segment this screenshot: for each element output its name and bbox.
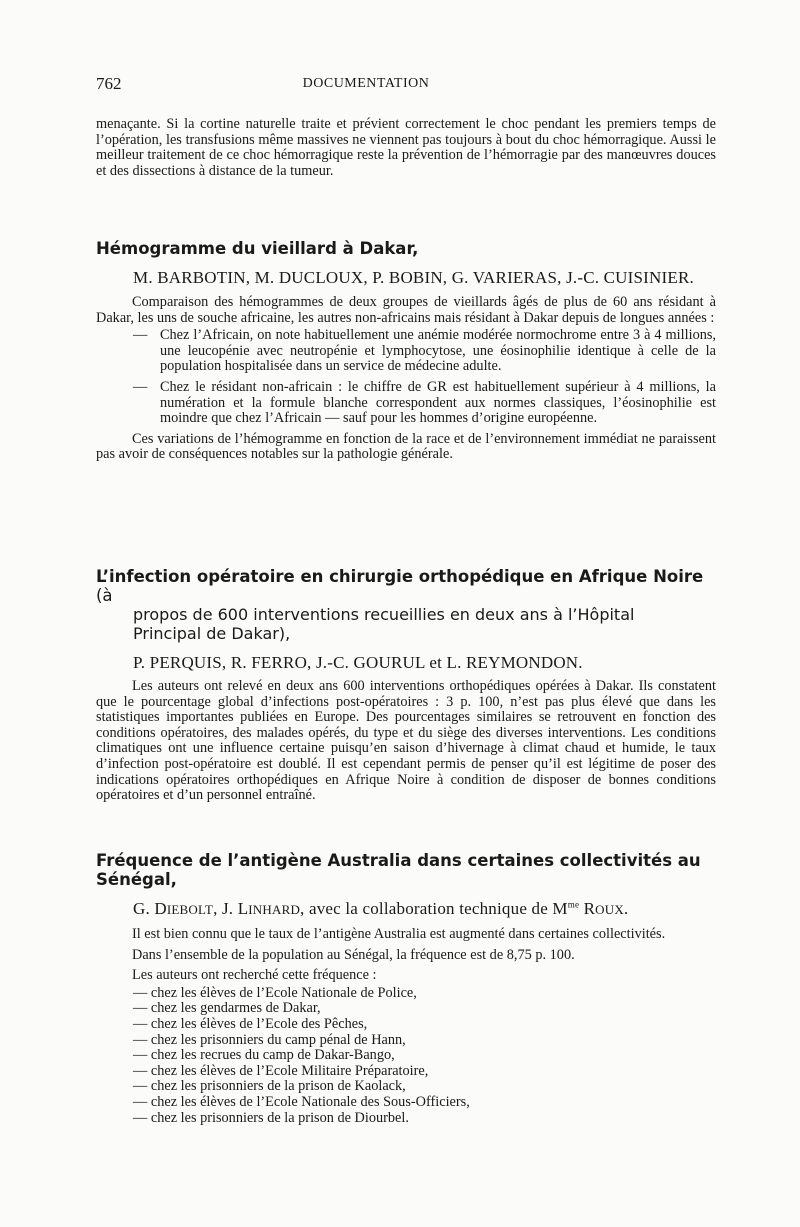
dash-item-text: Chez le résidant non-africain : le chiffre de GR est habituellement supérieur à 4 millions, la numération et la formule blanche correspondent aux normes classiques, l’éosinophilie est moindre que chez l’Africain — sauf pour les hommes d’origine européenne. <box>160 378 716 427</box>
dash-list-item <box>96 328 716 375</box>
running-title: DOCUMENTATION <box>302 76 430 91</box>
article-title-cont: (à <box>96 586 113 605</box>
article-title-line: propos de 600 interventions recueillies en deux ans à l’Hôpital <box>133 605 635 624</box>
article-infection <box>96 567 716 804</box>
running-header <box>96 74 716 96</box>
page-number: 762 <box>96 74 122 93</box>
article-title: Fréquence de l’antigène Australia dans certaines collectivités au Sénégal, <box>96 851 701 889</box>
article-paragraph: Comparaison des hémogrammes de deux groupes de vieillards âgés de plus de 60 ans résidant à Dakar, les uns de souche africaine, les autres non-africains mais résidant à Dakar depuis de longues années : <box>96 294 716 326</box>
article-authors: M. BARBOTIN, M. DUCLOUX, P. BOBIN, G. VARIERAS, J.-C. CUISINIER. <box>133 268 694 287</box>
list-item: — chez les prisonniers du camp pénal de Hann, <box>133 1031 406 1048</box>
article-paragraph: Ces variations de l’hémogramme en fonction de la race et de l’environnement immédiat ne paraissent pas avoir de conséquences notables sur la pathologie générale. <box>96 430 716 463</box>
list-item: — chez les élèves de l’Ecole Militaire Préparatoire, <box>133 1062 429 1079</box>
list-item: — chez les recrues du camp de Dakar-Bango, <box>133 1047 395 1064</box>
dash-marker: — <box>133 327 148 344</box>
article-paragraph: Les auteurs ont recherché cette fréquence : <box>132 967 377 984</box>
article-hemogramme <box>96 239 716 463</box>
collectivites-list <box>96 986 716 1126</box>
list-item: — chez les élèves de l’Ecole des Pêches, <box>133 1015 368 1032</box>
list-item: — chez les prisonniers de la prison de Kaolack, <box>133 1078 406 1095</box>
list-item: — chez les prisonniers de la prison de Diourbel. <box>133 1109 409 1126</box>
dash-item-text: Chez l’Africain, on note habituellement une anémie modérée normochrome entre 3 à 4 millions, une leucopénie avec neutropénie et lymphocytose, une éosinophilie identique à celle de la population hospitalisée dans un service de médecine adulte. <box>160 327 716 375</box>
article-paragraph: Les auteurs ont relevé en deux ans 600 interventions orthopédiques opérées à Dakar. Ils constatent que le pourcentage global d’infections post-opératoires : 3 p. 100, n’est pas plus élevé que dans les statistiques importantes publiées en Europe. Des pourcentages similaires se retrouvent en fonction des conditions opératoires, des malades opérés, du type et du siège des diverses interventions. Les conditions climatiques ont une influence certaine puisqu’en saison d’hivernage à climat chaud et humide, le taux d’infection post-opératoire est doublé. Il est cependant permis de penser qu’il est légitime de poser des indications opératoires orthopédiques en Afrique Noire à condition de disposer de bonnes conditions opératoires et d’un personnel entraîné. <box>96 678 716 804</box>
article-title: Hémogramme du vieillard à Dakar, <box>96 239 419 258</box>
list-item: — chez les gendarmes de Dakar, <box>133 1000 321 1017</box>
list-item: — chez les élèves de l’Ecole Nationale des Sous-Officiers, <box>133 1093 470 1110</box>
intro-section <box>96 117 716 179</box>
article-title-bold: L’infection opératoire en chirurgie orthopédique en Afrique Noire <box>96 567 704 586</box>
dash-list-item <box>96 380 716 427</box>
dash-marker: — <box>133 378 148 395</box>
article-title-line: Principal de Dakar), <box>133 624 291 643</box>
intro-paragraph: menaçante. Si la cortine naturelle traite et prévient correctement le choc pendant les premiers temps de l’opération, les transfusions même massives ne viennent pas toujours à bout du choc hémorragique. Aussi le meilleur traitement de ce choc hémorragique reste la prévention de l’hémorragie par des manœuvres douces et des dissections à distance de la tumeur. <box>96 116 716 179</box>
article-paragraph: Dans l’ensemble de la population au Sénégal, la fréquence est de 8,75 p. 100. <box>132 946 575 963</box>
article-authors: P. PERQUIS, R. FERRO, J.-C. GOURUL et L. REYMONDON. <box>133 653 583 672</box>
article-title <box>96 567 716 605</box>
article-antigene <box>96 851 716 1126</box>
article-authors: G. DIEBOLT, J. LINHARD, avec la collaboration technique de $M^{me}$ ROUX. <box>133 899 629 918</box>
article-paragraph: Il est bien connu que le taux de l’antigène Australia est augmenté dans certaines collectivités. <box>132 926 666 942</box>
list-item: — chez les élèves de l’Ecole Nationale de Police, <box>133 984 417 1001</box>
